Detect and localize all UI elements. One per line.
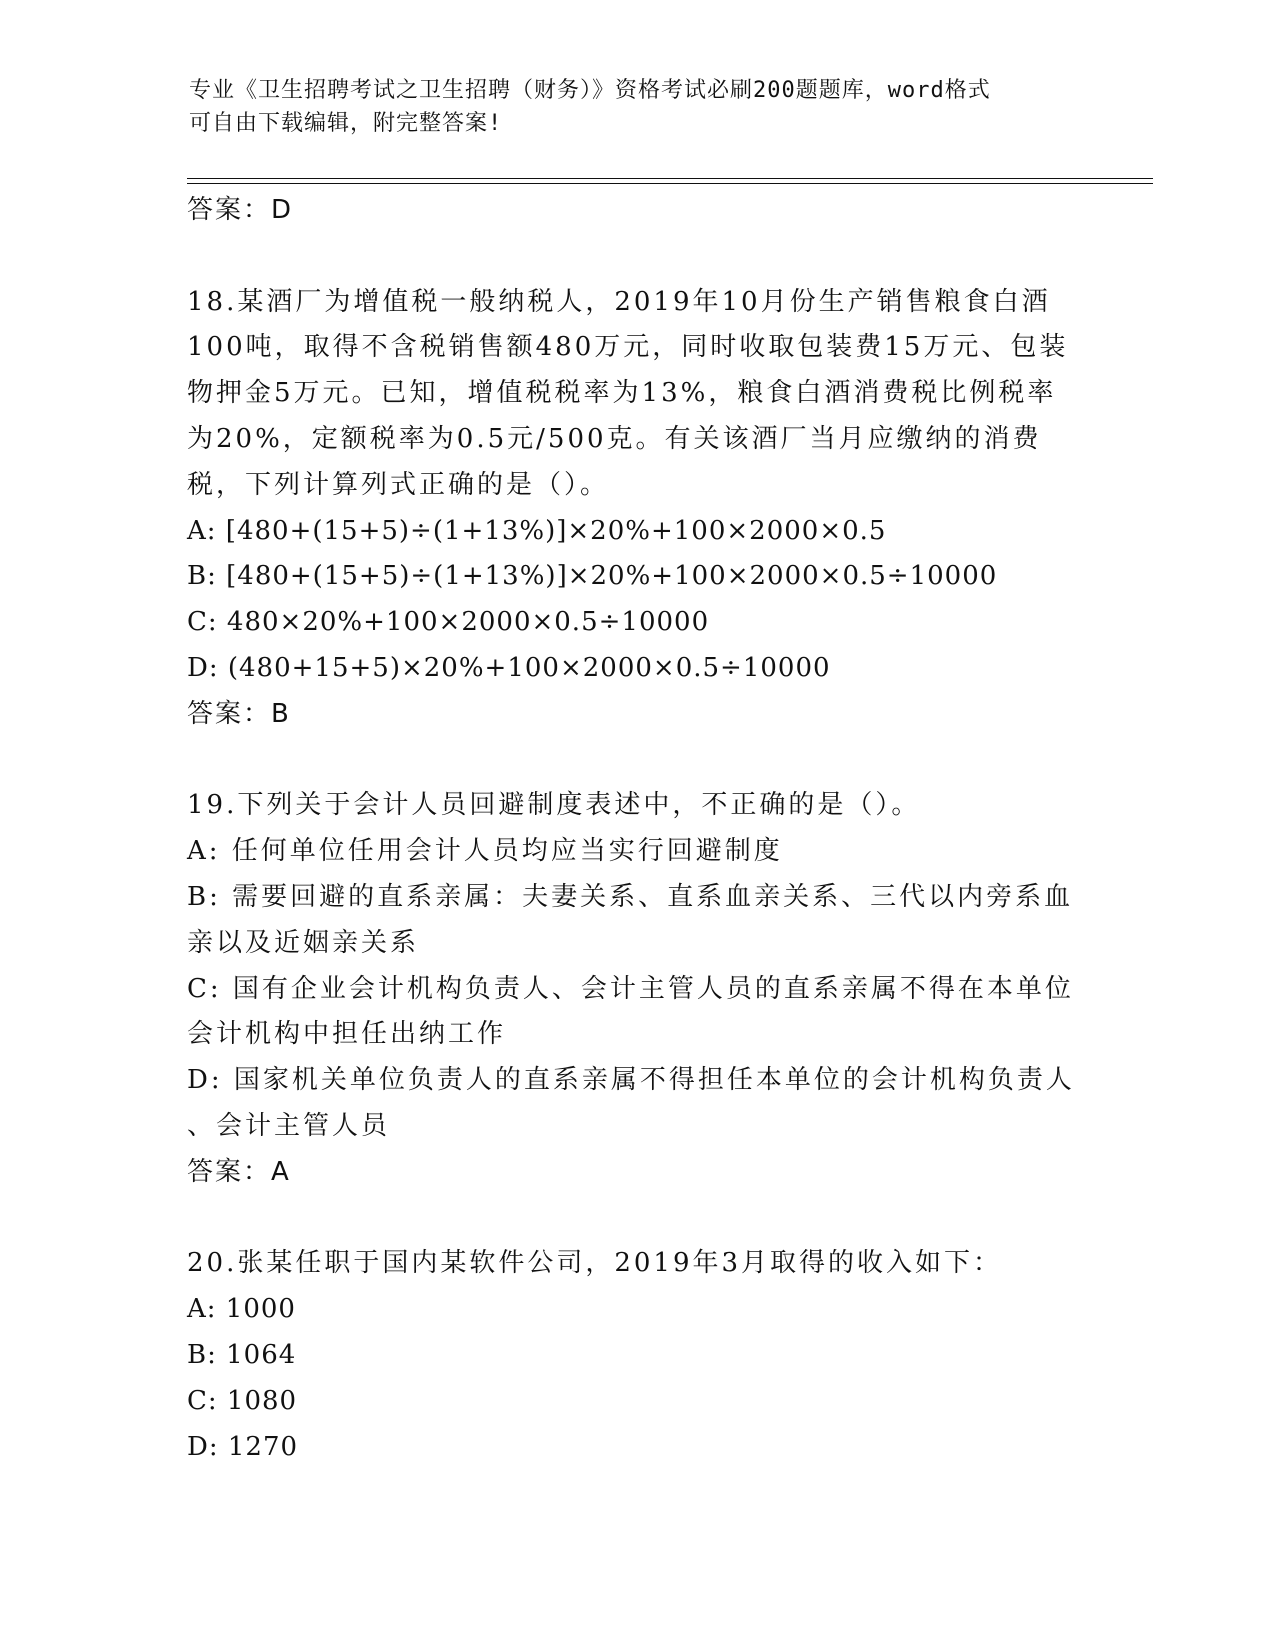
question-20-option-a: A: 1000 xyxy=(187,1294,296,1325)
header-divider-top xyxy=(187,178,1153,179)
answer-18: 答案：B xyxy=(187,698,291,729)
spacer xyxy=(187,738,1087,784)
question-19-option-d-cont: 、会计主管人员 xyxy=(187,1110,391,1141)
question-19-option-d: D: 国家机关单位负责人的直系亲属不得担任本单位的会计机构负责人 xyxy=(187,1065,1075,1096)
question-20-option-b: B: 1064 xyxy=(187,1339,297,1370)
question-19-line: 19.下列关于会计人员回避制度表述中，不正确的是（）。 xyxy=(187,790,921,821)
spacer xyxy=(187,234,1087,280)
question-18-line: 18.某酒厂为增值税一般纳税人，2019年10月份生产销售粮食白酒 xyxy=(187,286,1051,317)
question-18-line: 为20%，定额税率为0.5元/500克。有关该酒厂当月应缴纳的消费 xyxy=(187,423,1042,454)
question-20 xyxy=(187,1241,1087,1470)
header-divider-bottom xyxy=(187,183,1153,184)
question-18 xyxy=(187,280,1087,738)
question-18-option-b: B: [480+(15+5)÷(1+13%)]×20%+100×2000×0.5÷10000 xyxy=(187,561,998,592)
question-18-option-d: D: (480+15+5)×20%+100×2000×0.5÷10000 xyxy=(187,652,831,683)
answer-19: 答案：A xyxy=(187,1156,291,1187)
question-19-option-c: C: 国有企业会计机构负责人、会计主管人员的直系亲属不得在本单位 xyxy=(187,973,1074,1004)
document-body xyxy=(187,188,1087,1470)
answer-17: 答案：D xyxy=(187,195,294,225)
question-20-line: 20.张某任职于国内某软件公司，2019年3月取得的收入如下： xyxy=(187,1248,1003,1279)
document-header xyxy=(189,74,1089,140)
question-19 xyxy=(187,783,1087,1195)
question-18-option-a: A: [480+(15+5)÷(1+13%)]×20%+100×2000×0.5 xyxy=(187,515,887,546)
spacer xyxy=(187,1196,1087,1242)
question-19-option-a: A: 任何单位任用会计人员均应当实行回避制度 xyxy=(187,836,783,867)
question-19-option-b-cont: 亲以及近姻亲关系 xyxy=(187,927,420,958)
question-18-line: 物押金5万元。已知，增值税税率为13%，粮食白酒消费税比例税率 xyxy=(187,378,1057,409)
question-18-line: 100吨，取得不含税销售额480万元，同时收取包装费15万元、包装 xyxy=(187,332,1069,363)
question-18-line: 税，下列计算列式正确的是（）。 xyxy=(187,469,610,500)
question-19-option-b: B: 需要回避的直系亲属：夫妻关系、直系血亲关系、三代以内旁系血 xyxy=(187,881,1074,912)
question-18-option-c: C: 480×20%+100×2000×0.5÷10000 xyxy=(187,607,710,638)
question-20-option-c: C: 1080 xyxy=(187,1385,298,1416)
header-line-1: 专业《卫生招聘考试之卫生招聘（财务）》资格考试必刷200题题库，word格式 xyxy=(189,78,991,103)
question-20-option-d: D: 1270 xyxy=(187,1431,299,1462)
header-line-2: 可自由下载编辑，附完整答案! xyxy=(189,111,503,136)
question-19-option-c-cont: 会计机构中担任出纳工作 xyxy=(187,1019,507,1050)
